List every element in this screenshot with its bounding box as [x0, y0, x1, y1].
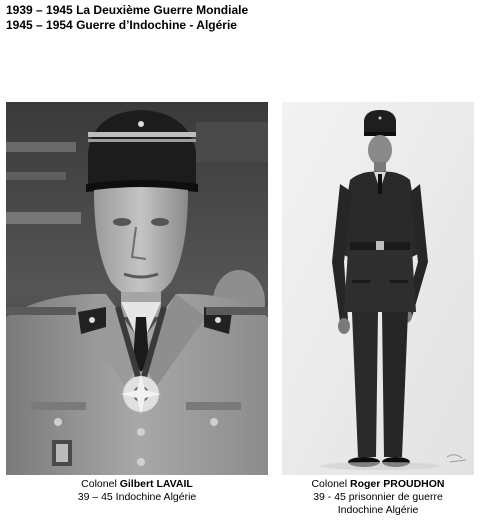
caption-lavail-detail: 39 – 45 Indochine Algérie	[77, 491, 197, 503]
header-line-1: 1939 – 1945 La Deuxième Guerre Mondiale	[6, 3, 249, 17]
caption-proudhon-detail-2: Indochine Algérie	[337, 504, 419, 516]
caption-proudhon-name: Roger PROUDHON	[350, 478, 445, 490]
caption-lavail-rank: Colonel	[81, 478, 117, 490]
standing-officer-illustration	[282, 102, 474, 475]
full-length-photo-proudhon	[282, 102, 474, 475]
caption-lavail-name: Gilbert LAVAIL	[119, 478, 193, 490]
caption-lavail	[6, 478, 268, 504]
portrait-photo-lavail	[6, 102, 268, 475]
header-line-2: 1945 – 1954 Guerre d’Indochine - Algérie	[6, 18, 237, 32]
caption-proudhon	[282, 478, 474, 517]
page-header	[6, 3, 248, 33]
caption-proudhon-detail-1: 39 - 45 prisonnier de guerre	[313, 491, 443, 503]
caption-proudhon-rank: Colonel	[311, 478, 348, 490]
portrait-illustration	[6, 102, 268, 475]
caption-lavail-title	[6, 478, 268, 491]
caption-proudhon-title	[282, 478, 474, 491]
